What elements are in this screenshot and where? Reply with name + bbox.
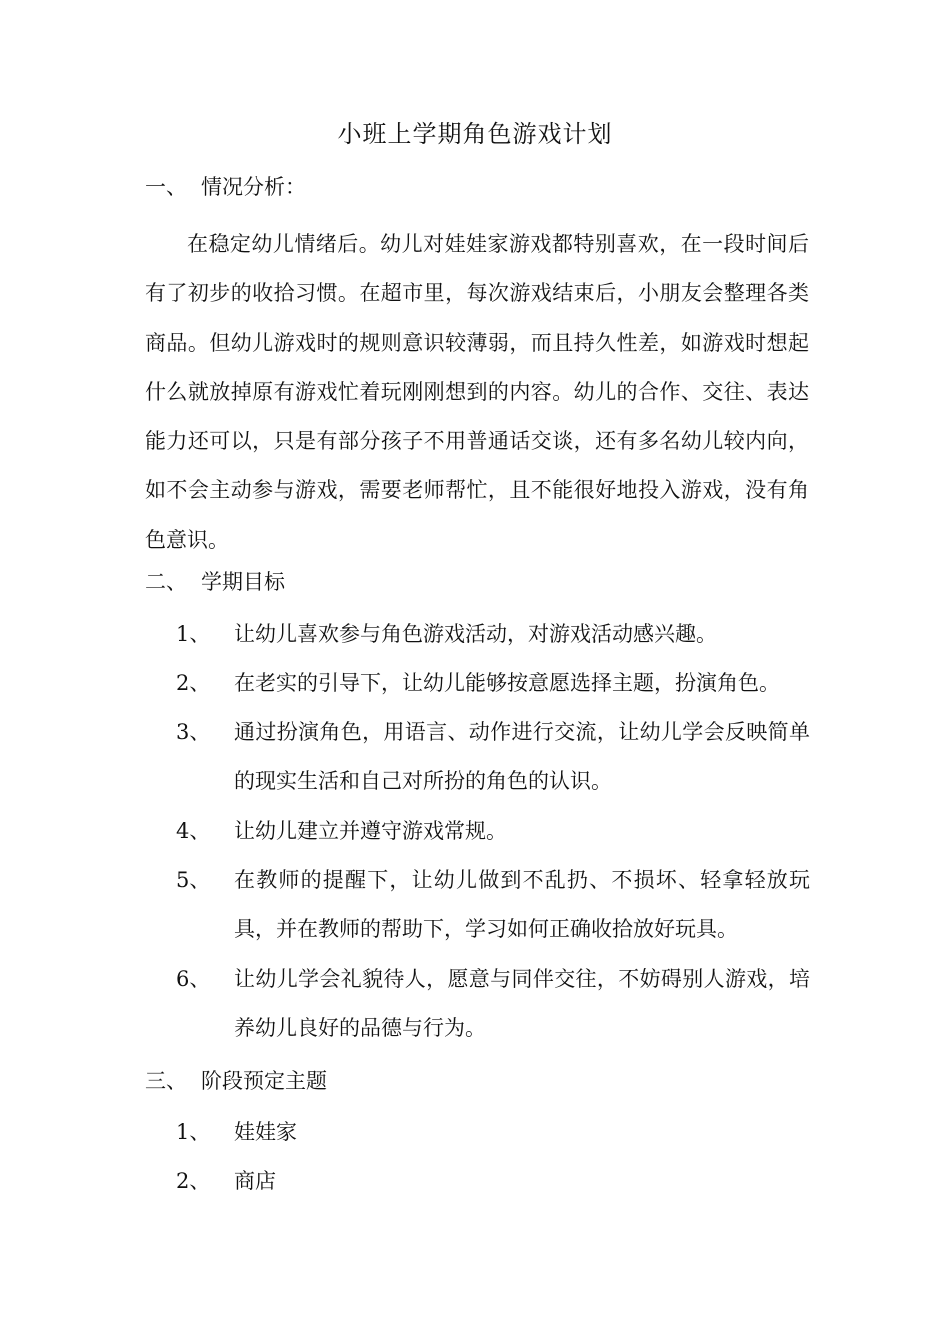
list-item bbox=[176, 708, 810, 807]
list-item-text: 娃娃家 bbox=[234, 1120, 297, 1144]
list-item-number: 4、 bbox=[176, 819, 211, 843]
list-item-text: 让幼儿学会礼貌待人，愿意与同伴交往，不妨碍别人游戏，培养幼儿良好的品德与行为。 bbox=[234, 967, 810, 1041]
section-paragraph: 在稳定幼儿情绪后。幼儿对娃娃家游戏都特别喜欢，在一段时间后有了初步的收拾习惯。在超市里，每次游戏结束后，小朋友会整理各类商品。但幼儿游戏时的规则意识较薄弱，而且持久性差，如游戏时想起什么就放掉原有游戏忙着玩刚刚想到的内容。幼儿的合作、交往、表达能力还可以，只是有部分孩子不用普通话交谈，还有多名幼儿较内向，如不会主动参与游戏，需要老师帮忙，且不能很好地投入游戏，没有角色意识。 bbox=[145, 232, 809, 552]
list-item-number: 2、 bbox=[176, 671, 211, 695]
section-heading-text: 情况分析： bbox=[201, 175, 306, 199]
section-heading-text: 学期目标 bbox=[201, 570, 285, 594]
list-item bbox=[176, 659, 810, 708]
list-item-text: 让幼儿建立并遵守游戏常规。 bbox=[234, 819, 507, 843]
list-item-number: 3、 bbox=[176, 720, 211, 744]
list-item bbox=[176, 1108, 810, 1157]
section-number: 一、 bbox=[145, 175, 187, 199]
list-item bbox=[176, 955, 810, 1054]
list-item-number: 6、 bbox=[176, 967, 211, 991]
list-item bbox=[176, 856, 810, 955]
section-heading-3 bbox=[145, 1066, 327, 1096]
list-item bbox=[176, 610, 810, 659]
list-item-text: 在教师的提醒下，让幼儿做到不乱扔、不损坏、轻拿轻放玩具，并在教师的帮助下，学习如何正确收拾放好玩具。 bbox=[234, 868, 810, 942]
document-title: 小班上学期角色游戏计划 bbox=[337, 120, 613, 148]
section-number: 二、 bbox=[145, 570, 187, 594]
list-item-text: 在老实的引导下，让幼儿能够按意愿选择主题，扮演角色。 bbox=[234, 671, 780, 695]
list-item-number: 1、 bbox=[176, 1120, 211, 1144]
list-item bbox=[176, 1157, 810, 1206]
list-item-text: 商店 bbox=[234, 1169, 276, 1193]
section-heading-text: 阶段预定主题 bbox=[201, 1069, 327, 1093]
section-number: 三、 bbox=[145, 1069, 187, 1093]
list-item-text: 通过扮演角色，用语言、动作进行交流，让幼儿学会反映简单的现实生活和自己对所扮的角色的认识。 bbox=[234, 720, 810, 794]
section-heading-1 bbox=[145, 172, 306, 202]
list-item-text: 让幼儿喜欢参与角色游戏活动，对游戏活动感兴趣。 bbox=[234, 622, 717, 646]
section-heading-2 bbox=[145, 567, 285, 597]
list-item-number: 2、 bbox=[176, 1169, 211, 1193]
list-item bbox=[176, 807, 810, 856]
list-item-number: 1、 bbox=[176, 622, 211, 646]
list-item-number: 5、 bbox=[176, 868, 211, 892]
